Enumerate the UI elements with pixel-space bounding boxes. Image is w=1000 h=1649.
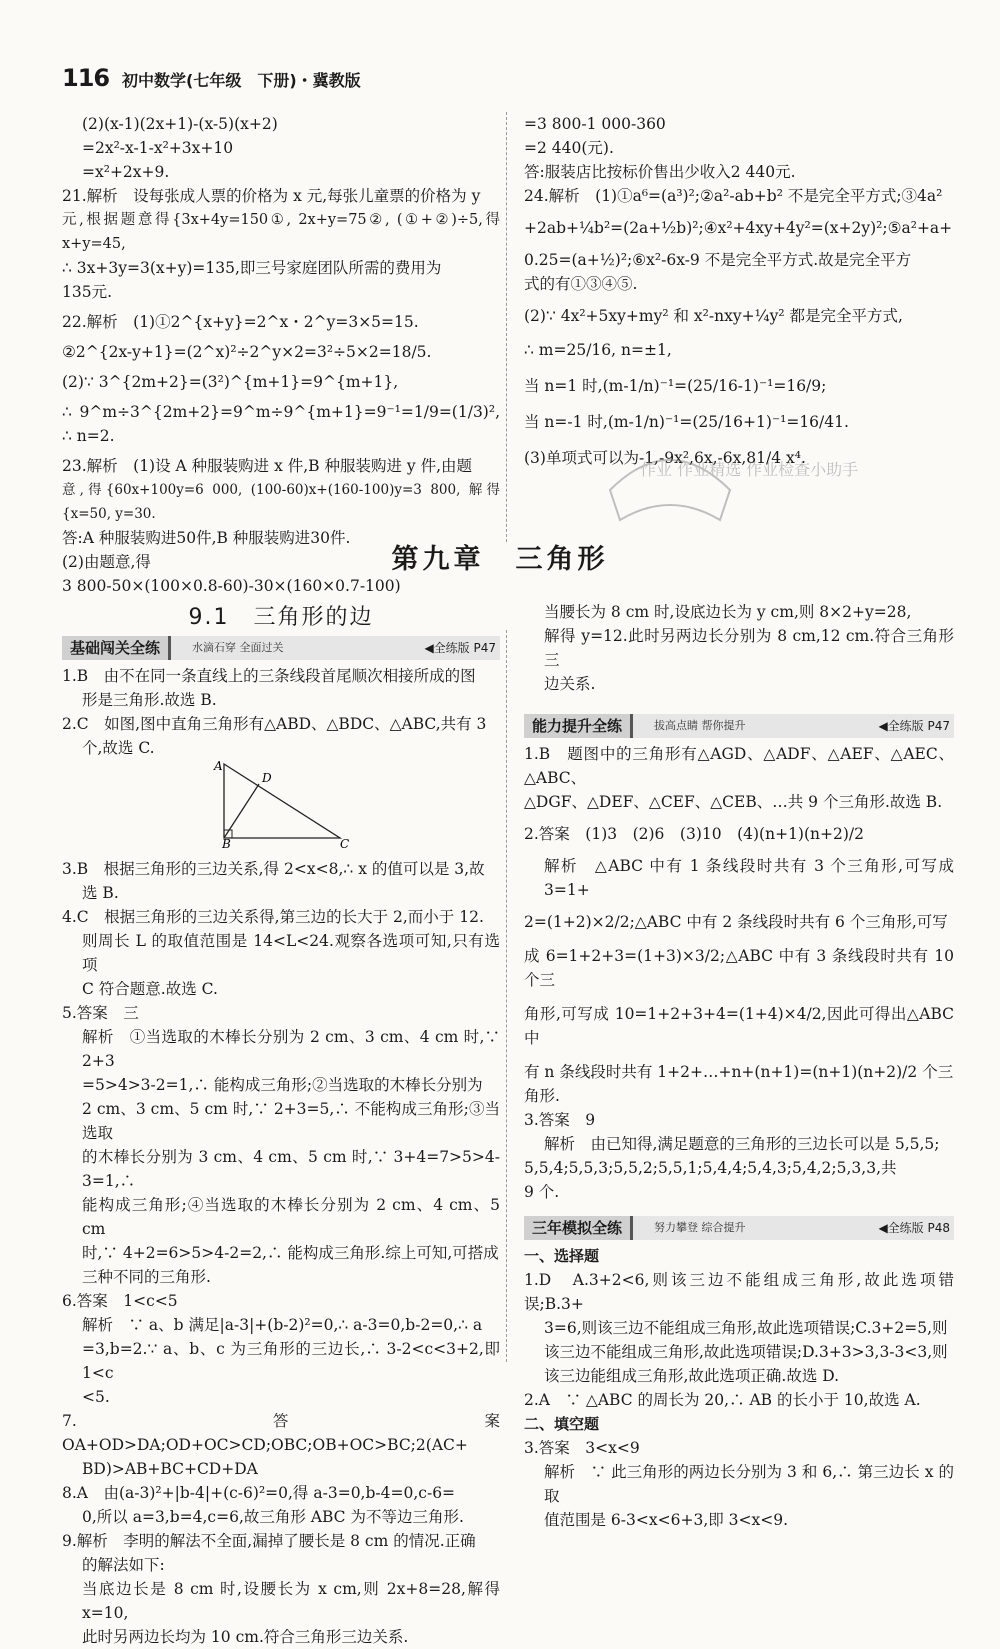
text-line: 3.答案 3<x<9 — [524, 1439, 640, 1457]
text-line: 角形. — [524, 1087, 560, 1105]
text-line: 角形,可写成 10=1+2+3+4=(1+4)×4/2,因此可得出△ABC 中 — [524, 1005, 954, 1047]
text-line: 答:A 种服装购进50件,B 种服装购进30件. — [62, 529, 351, 547]
text-line: 135元. — [62, 283, 113, 301]
bar-ref: ◀全练版 P47 — [424, 641, 496, 655]
text-line: 能构成三角形;④当选取的木棒长分别为 2 cm、4 cm、5 cm — [82, 1196, 500, 1238]
text-line: ∴ 3x+3y=3(x+y)=135,即三号家庭团队所需的费用为 — [62, 259, 442, 277]
text-line: =3 800-1 000-360 — [524, 115, 666, 133]
text-line: 的木棒长分别为 3 cm、4 cm、5 cm 时,∵ 3+4=7>5>4-3=1,∴ — [82, 1148, 500, 1190]
text-line: 选 B. — [82, 884, 119, 902]
bar-ref: ◀全练版 P48 — [878, 1221, 950, 1235]
bar-ref: ◀全练版 P47 — [878, 719, 950, 733]
text-line: 解析 ∵ a、b 满足|a-3|+(b-2)²=0,∴ a-3=0,b-2=0,∴ a — [82, 1316, 483, 1334]
page-header — [62, 66, 361, 93]
right-column-lower — [524, 600, 954, 1532]
text-line: 8.A 由(a-3)²+|b-4|+(c-6)²=0,得 a-3=0,b-4=0,c-6= — [62, 1484, 456, 1502]
text-line: 2.A ∵ △ABC 的周长为 20,∴ AB 的长小于 10,故选 A. — [524, 1391, 921, 1409]
section-bar — [524, 714, 954, 738]
text-line: 该三边不能组成三角形,故此选项错误;D.3+3>3,3-3<3,则 — [544, 1343, 948, 1361]
text-line: △DGF、△DEF、△CEF、△CEB、…共 9 个三角形.故选 B. — [524, 793, 943, 811]
text-line: =2x²-x-1-x²+3x+10 — [82, 139, 234, 157]
bar-tag: 三年模拟全练 — [524, 1216, 633, 1240]
text-line: 元,根据题意得{3x+4y=150①, 2x+y=75②, (①+②)÷5,得 x+y=45, — [62, 212, 500, 252]
text-line: =3,b=2.∵ a、b、c 为三角形的三边长,∴ 3-2<c<3+2,即 1<c — [82, 1340, 500, 1382]
text-line: 值范围是 6-3<x<6+3,即 3<x<9. — [544, 1511, 789, 1529]
vertex-a: A — [214, 759, 223, 773]
text-line: ∴ 9^m÷3^{2m+2}=9^m÷9^{m+1}=9⁻¹=1/9=(1/3)², ∴ n=2. — [62, 403, 500, 445]
text-line: 22.解析 (1)①2^{x+y}=2^x・2^y=3×5=15. — [62, 313, 419, 331]
text-line: 解析 △ABC 中有 1 条线段时共有 3 个三角形,可写成 3=1+ — [544, 857, 954, 899]
text-line: 1.B 由不在同一条直线上的三条线段首尾顺次相接所成的图 — [62, 667, 476, 685]
text-line: 边关系. — [544, 675, 596, 693]
text-line: 此时另两边长均为 10 cm.符合三角形三边关系. — [82, 1628, 409, 1646]
text-line: 0.25=(a+½)²;⑥x²-6x-9 不是完全平方式.故是完全平方 — [524, 251, 912, 269]
text-line: 3=6,则该三边不能组成三角形,故此选项错误;C.3+2=5,则 — [544, 1319, 948, 1337]
left-column-top — [62, 112, 500, 598]
subsection-heading: 一、选择题 — [524, 1247, 600, 1265]
text-line: 5.答案 三 — [62, 1004, 139, 1022]
text-line: +2ab+¼b²=(2a+½b)²;④x²+4xy+4y²=(x+2y)²;⑤a²+a+ — [524, 219, 953, 237]
text-line: 的解法如下: — [82, 1556, 165, 1574]
text-line: 当 n=1 时,(m-1/n)⁻¹=(25/16-1)⁻¹=16/9; — [524, 377, 827, 395]
text-line: 2=(1+2)×2/2;△ABC 中有 2 条线段时共有 6 个三角形,可写 — [524, 913, 948, 931]
vertex-b: B — [222, 837, 231, 851]
section-title: 9.1 三角形的边 — [188, 605, 374, 630]
text-line: (2)∵ 4x²+5xy+my² 和 x²-nxy+¼y² 都是完全平方式, — [524, 307, 903, 325]
text-line: 该三边能组成三角形,故此选项正确.故选 D. — [544, 1367, 840, 1385]
text-line: 3 800-50×(100×0.8-60)-30×(160×0.7-100) — [62, 577, 401, 595]
text-line: (2)(x-1)(2x+1)-(x-5)(x+2) — [82, 115, 278, 133]
column-divider — [506, 630, 507, 1362]
text-line: 个,故选 C. — [82, 739, 155, 757]
subsection-heading: 二、填空题 — [524, 1415, 600, 1433]
text-line: 2 cm、3 cm、5 cm 时,∵ 2+3=5,∴ 不能构成三角形;③当选取 — [82, 1100, 500, 1142]
text-line: 解得 y=12.此时另两边长分别为 8 cm,12 cm.符合三角形三 — [544, 627, 954, 669]
text-line: (2)∵ 3^{2m+2}=(3²)^{m+1}=9^{m+1}, — [62, 373, 399, 391]
text-line: 2.答案 (1)3 (2)6 (3)10 (4)(n+1)(n+2)/2 — [524, 825, 864, 843]
text-line: 当 n=-1 时,(m-1/n)⁻¹=(25/16+1)⁻¹=16/41. — [524, 413, 849, 431]
text-line: 9.解析 李明的解法不全面,漏掉了腰长是 8 cm 的情况.正确 — [62, 1532, 476, 1550]
vertex-c: C — [340, 837, 350, 851]
text-line: (3)单项式可以为-1,-9x²,6x,-6x,81/4 x⁴. — [524, 449, 806, 467]
bar-tag: 基础闯关全练 — [62, 636, 171, 660]
text-line: 意,得{60x+100y=6 000, (100-60)x+(160-100)y=3 800, 解得{x=50, y=30. — [62, 482, 500, 522]
column-divider — [506, 112, 507, 542]
text-line: (2)由题意,得 — [62, 553, 151, 571]
text-line: 式的有①③④⑤. — [524, 275, 638, 293]
text-line: 解析 ∵ 此三角形的两边长分别为 3 和 6,∴ 第三边长 x 的取 — [544, 1463, 954, 1505]
text-line: 则周长 L 的取值范围是 14<L<24.观察各选项可知,只有选项 — [82, 932, 500, 974]
bar-tag: 能力提升全练 — [524, 714, 633, 738]
text-line: 3.答案 9 — [524, 1111, 596, 1129]
text-line: 5,5,4;5,5,3;5,5,2;5,5,1;5,4,4;5,4,3;5,4,2;5,3,3,共 — [524, 1159, 897, 1177]
text-line: 解析 ①当选取的木棒长分别为 2 cm、3 cm、4 cm 时,∵ 2+3 — [82, 1028, 500, 1070]
text-line: 时,∵ 4+2=6>5>4-2=2,∴ 能构成三角形.综上可知,可搭成 — [82, 1244, 499, 1262]
text-line: 7.答案 OA+OD>DA;OD+OC>CD;OBC;OB+OC>BC;2(AC+ — [62, 1412, 516, 1454]
bar-subtitle: 拔高点睛 帮你提升 — [654, 719, 746, 732]
text-line: 23.解析 (1)设 A 种服装购进 x 件,B 种服装购进 y 件,由题 — [62, 457, 473, 475]
text-line: 21.解析 设每张成人票的价格为 x 元,每张儿童票的价格为 y — [62, 187, 481, 205]
text-line: 1.D A.3+2<6,则该三边不能组成三角形,故此选项错误;B.3+ — [524, 1271, 954, 1313]
section-bar — [524, 1216, 954, 1240]
left-column-lower — [62, 600, 516, 1649]
page-number: 116 — [62, 64, 110, 92]
text-line: BD)>AB+BC+CD+DA — [82, 1460, 258, 1478]
bar-subtitle: 水滴石穿 全面过关 — [192, 641, 284, 654]
text-line: 2.C 如图,图中直角三角形有△ABD、△BDC、△ABC,共有 3 — [62, 715, 487, 733]
text-line: =2 440(元). — [524, 139, 614, 157]
text-line: 当腰长为 8 cm 时,设底边长为 y cm,则 8×2+y=28, — [544, 603, 912, 621]
text-line: =x²+2x+9. — [82, 163, 170, 181]
text-line: 6.答案 1<c<5 — [62, 1292, 178, 1310]
text-line: 4.C 根据三角形的三边关系得,第三边的长大于 2,而小于 12. — [62, 908, 484, 926]
text-line: =5>4>3-2=1,∴ 能构成三角形;②当选取的木棒长分别为 — [82, 1076, 483, 1094]
right-column-top — [524, 112, 954, 470]
text-line: 形是三角形.故选 B. — [82, 691, 217, 709]
text-line: 答:服装店比按标价售出少收入2 440元. — [524, 163, 796, 181]
book-title: 初中数学(七年级 下册)・冀教版 — [122, 71, 361, 90]
text-line: C 符合题意.故选 C. — [82, 980, 218, 998]
text-line: 1.B 题图中的三角形有△AGD、△ADF、△AEF、△AEC、△ABC、 — [524, 745, 954, 787]
text-line: 成 6=1+2+3=(1+3)×3/2;△ABC 中有 3 条线段时共有 10 个三 — [524, 947, 954, 989]
chapter-title: 第九章 三角形 — [391, 544, 609, 575]
text-line: ②2^{2x-y+1}=(2^x)²÷2^y×2=3²÷5×2=18/5. — [62, 343, 432, 361]
text-line: 解析 由已知得,满足题意的三角形的三边长可以是 5,5,5; — [544, 1135, 940, 1153]
text-line: 3.B 根据三角形的三边关系,得 2<x<8,∴ x 的值可以是 3,故 — [62, 860, 485, 878]
text-line: ∴ m=25/16, n=±1, — [524, 341, 672, 359]
section-bar — [62, 636, 500, 660]
text-line: 24.解析 (1)①a⁶=(a³)²;②a²-ab+b² 不是完全平方式;③4a² — [524, 187, 943, 205]
text-line: 0,所以 a=3,b=4,c=6,故三角形 ABC 为不等边三角形. — [82, 1508, 464, 1526]
text-line: 三种不同的三角形. — [82, 1268, 211, 1286]
stamp-text: 作业 作业精选 作业检查小助手 — [640, 460, 859, 479]
text-line: 有 n 条线段时共有 1+2+…+n+(n+1)=(n+1)(n+2)/2 个三 — [524, 1063, 954, 1081]
triangle-figure — [62, 760, 500, 850]
text-line: 当底边长是 8 cm 时,设腰长为 x cm,则 2x+8=28,解得 x=10, — [82, 1580, 500, 1622]
vertex-d: D — [262, 771, 272, 785]
bar-subtitle: 努力攀登 综合提升 — [654, 1221, 746, 1234]
text-line: <5. — [82, 1388, 110, 1406]
text-line: 9 个. — [524, 1183, 560, 1201]
